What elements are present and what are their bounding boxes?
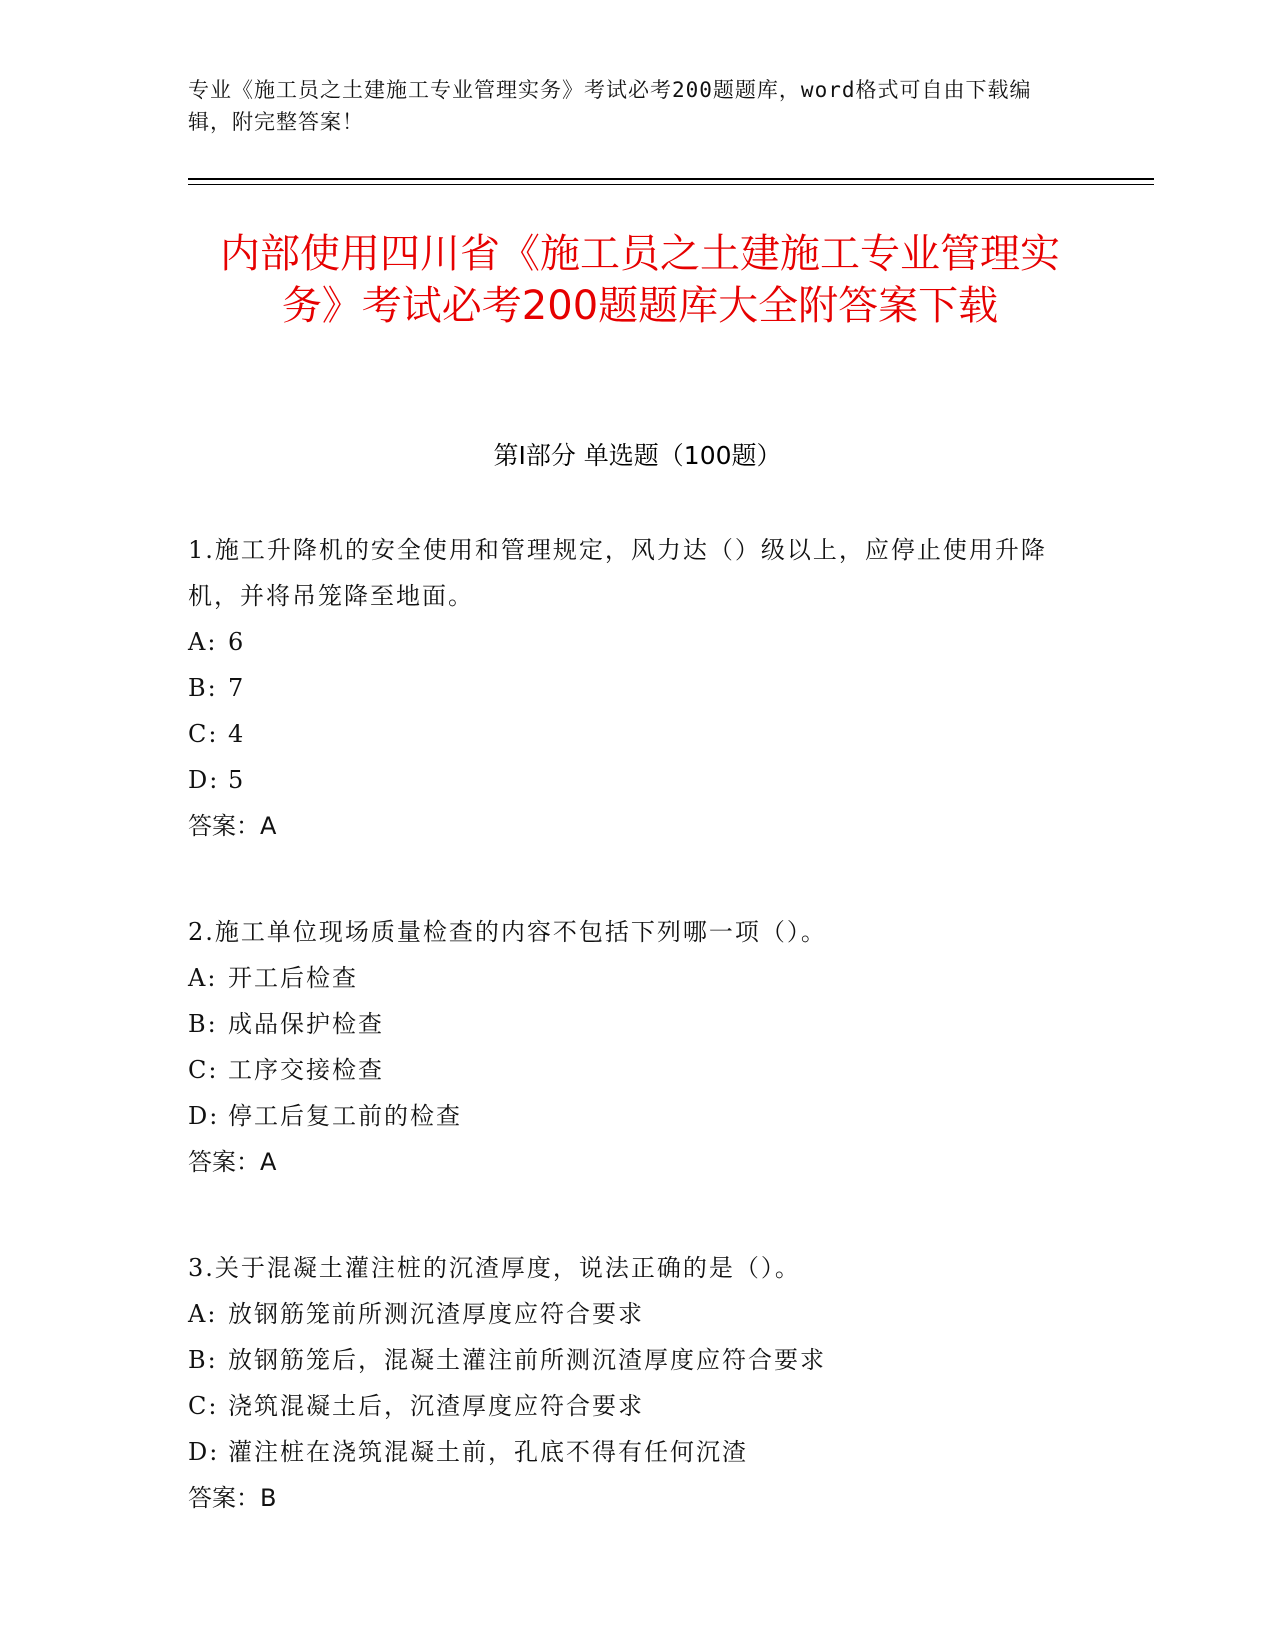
option-letter: C: — [188, 1392, 219, 1420]
option-text: 7 — [228, 674, 246, 702]
option-text: 6 — [228, 628, 246, 656]
option-c — [188, 1383, 1068, 1429]
option-text: 4 — [228, 720, 246, 748]
document-title: 内部使用四川省《施工员之土建施工专业管理实务》考试必考200题题库大全附答案下载 — [220, 231, 1060, 329]
option-a — [188, 619, 1068, 665]
option-c — [188, 1047, 1068, 1093]
option-d — [188, 757, 1068, 803]
question-1 — [188, 527, 1068, 849]
question-2 — [188, 909, 1068, 1185]
answer-value: A — [260, 1148, 277, 1176]
option-letter: C: — [188, 720, 219, 748]
option-a — [188, 1291, 1068, 1337]
option-b — [188, 1337, 1068, 1383]
question-stem: 3.关于混凝土灌注桩的沉渣厚度，说法正确的是（）。 — [188, 1254, 801, 1282]
option-letter: B: — [188, 1010, 218, 1038]
option-letter: A: — [188, 1300, 218, 1328]
question-stem: 1.施工升降机的安全使用和管理规定，风力达（）级以上，应停止使用升降机，并将吊笼降至地面。 — [188, 536, 1047, 610]
option-c — [188, 711, 1068, 757]
option-letter: A: — [188, 964, 218, 992]
answer-label: 答案： — [188, 1148, 260, 1176]
option-d — [188, 1429, 1068, 1475]
header-note: 专业《施工员之土建施工专业管理实务》考试必考200题题库，word格式可自由下载编辑，附完整答案！ — [188, 78, 1032, 134]
option-text: 成品保护检查 — [228, 1010, 384, 1038]
option-letter: D: — [188, 1102, 220, 1130]
option-letter: C: — [188, 1056, 219, 1084]
answer-line — [188, 1475, 1068, 1521]
option-b — [188, 1001, 1068, 1047]
option-text: 停工后复工前的检查 — [228, 1102, 462, 1130]
question-3 — [188, 1245, 1068, 1521]
option-text: 放钢筋笼后，混凝土灌注前所测沉渣厚度应符合要求 — [228, 1346, 826, 1374]
header-rule-thick — [188, 178, 1154, 180]
option-text: 工序交接检查 — [228, 1056, 384, 1084]
option-letter: B: — [188, 674, 218, 702]
option-letter: D: — [188, 1438, 220, 1466]
answer-value: A — [260, 812, 277, 840]
header-rule-thin — [188, 184, 1154, 185]
option-text: 浇筑混凝土后，沉渣厚度应符合要求 — [228, 1392, 644, 1420]
question-list — [188, 527, 1068, 1581]
option-letter: A: — [188, 628, 218, 656]
answer-value: B — [260, 1484, 277, 1512]
option-text: 5 — [228, 766, 246, 794]
question-stem: 2.施工单位现场质量检查的内容不包括下列哪一项（）。 — [188, 918, 827, 946]
answer-label: 答案： — [188, 812, 260, 840]
option-letter: D: — [188, 766, 220, 794]
option-a — [188, 955, 1068, 1001]
answer-line — [188, 1139, 1068, 1185]
answer-line — [188, 803, 1068, 849]
option-letter: B: — [188, 1346, 218, 1374]
section-heading: 第Ⅰ部分 单选题（100题） — [493, 441, 782, 470]
option-text: 灌注桩在浇筑混凝土前，孔底不得有任何沉渣 — [228, 1438, 748, 1466]
option-text: 放钢筋笼前所测沉渣厚度应符合要求 — [228, 1300, 644, 1328]
option-text: 开工后检查 — [228, 964, 358, 992]
option-d — [188, 1093, 1068, 1139]
answer-label: 答案： — [188, 1484, 260, 1512]
option-b — [188, 665, 1068, 711]
